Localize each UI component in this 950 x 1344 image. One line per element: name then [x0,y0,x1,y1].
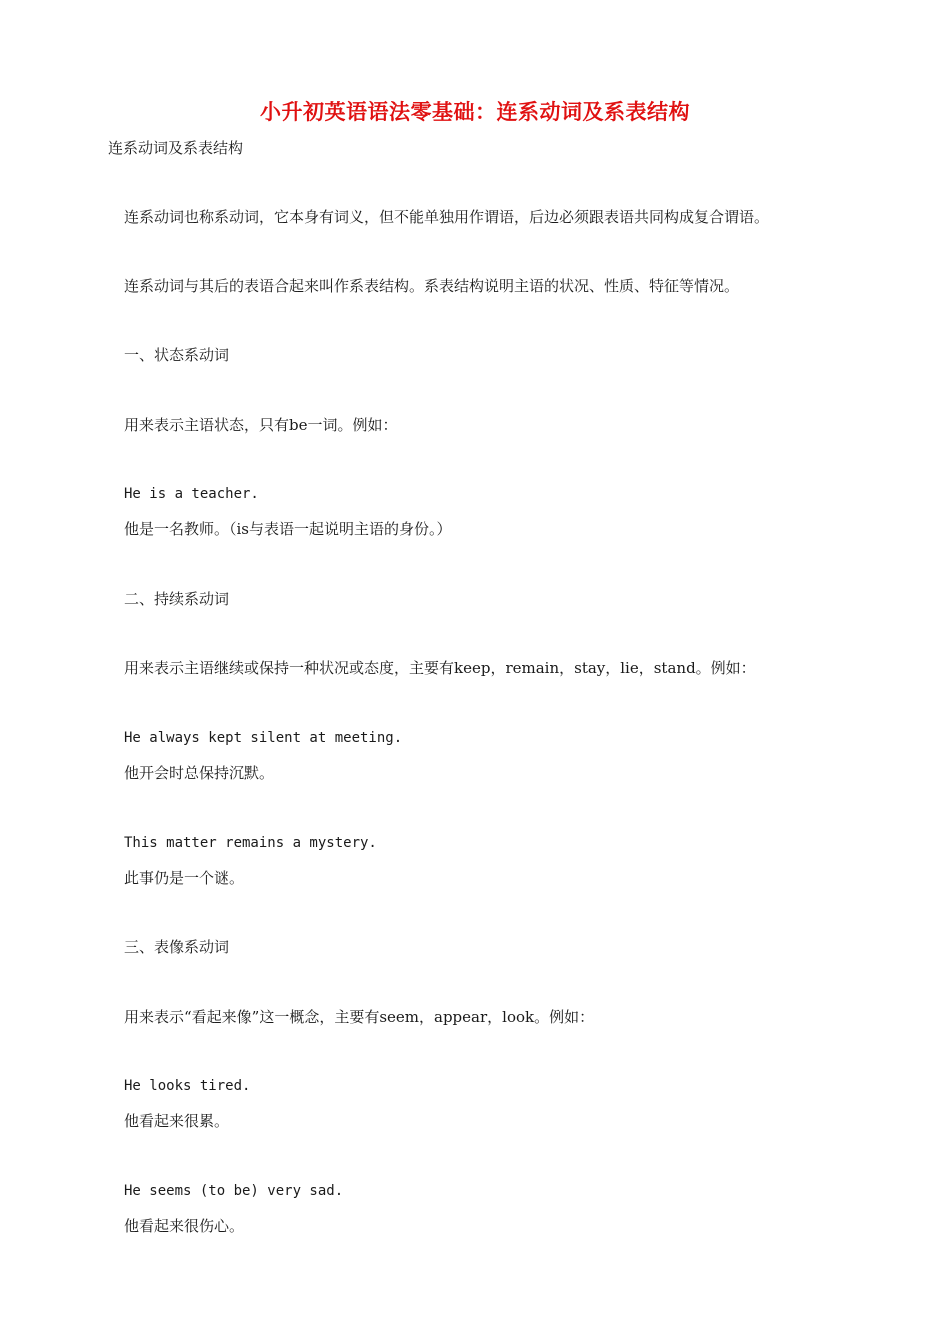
section-heading-state: 一、状态系动词 [124,346,230,364]
paragraph-intro: 连系动词也称系动词，它本身有词义，但不能单独用作谓语，后边必须跟表语共同构成复合谓语。 [124,208,770,226]
section-desc-appearance: 用来表示“看起来像”这一概念，主要有seem，appear，look。例如： [124,1008,595,1026]
paragraph-definition: 连系动词与其后的表语合起来叫作系表结构。系表结构说明主语的状况、性质、特征等情况。 [124,277,740,295]
example-chinese: 他看起来很伤心。 [124,1217,245,1235]
section-desc-state: 用来表示主语状态，只有be一词。例如： [124,416,398,434]
example-english: He always kept silent at meeting. [124,730,403,746]
section-heading-appearance: 三、表像系动词 [124,938,230,956]
document-title: 小升初英语语法零基础：连系动词及系表结构 [260,99,690,124]
example-chinese: 他看起来很累。 [124,1112,230,1130]
example-english: He looks tired. [124,1078,251,1094]
document-subtitle: 连系动词及系表结构 [108,139,244,157]
section-desc-continuous: 用来表示主语继续或保持一种状况或态度，主要有keep，remain，stay，lie，stand。例如： [124,659,756,677]
example-chinese: 此事仍是一个谜。 [124,869,245,887]
example-chinese: 他开会时总保持沉默。 [124,764,275,782]
example-english: He is a teacher. [124,486,259,502]
section-heading-continuous: 二、持续系动词 [124,590,230,608]
example-english: This matter remains a mystery. [124,835,377,851]
example-english: He seems (to be) very sad. [124,1183,344,1199]
example-chinese: 他是一名教师。（is与表语一起说明主语的身份。） [124,520,452,538]
